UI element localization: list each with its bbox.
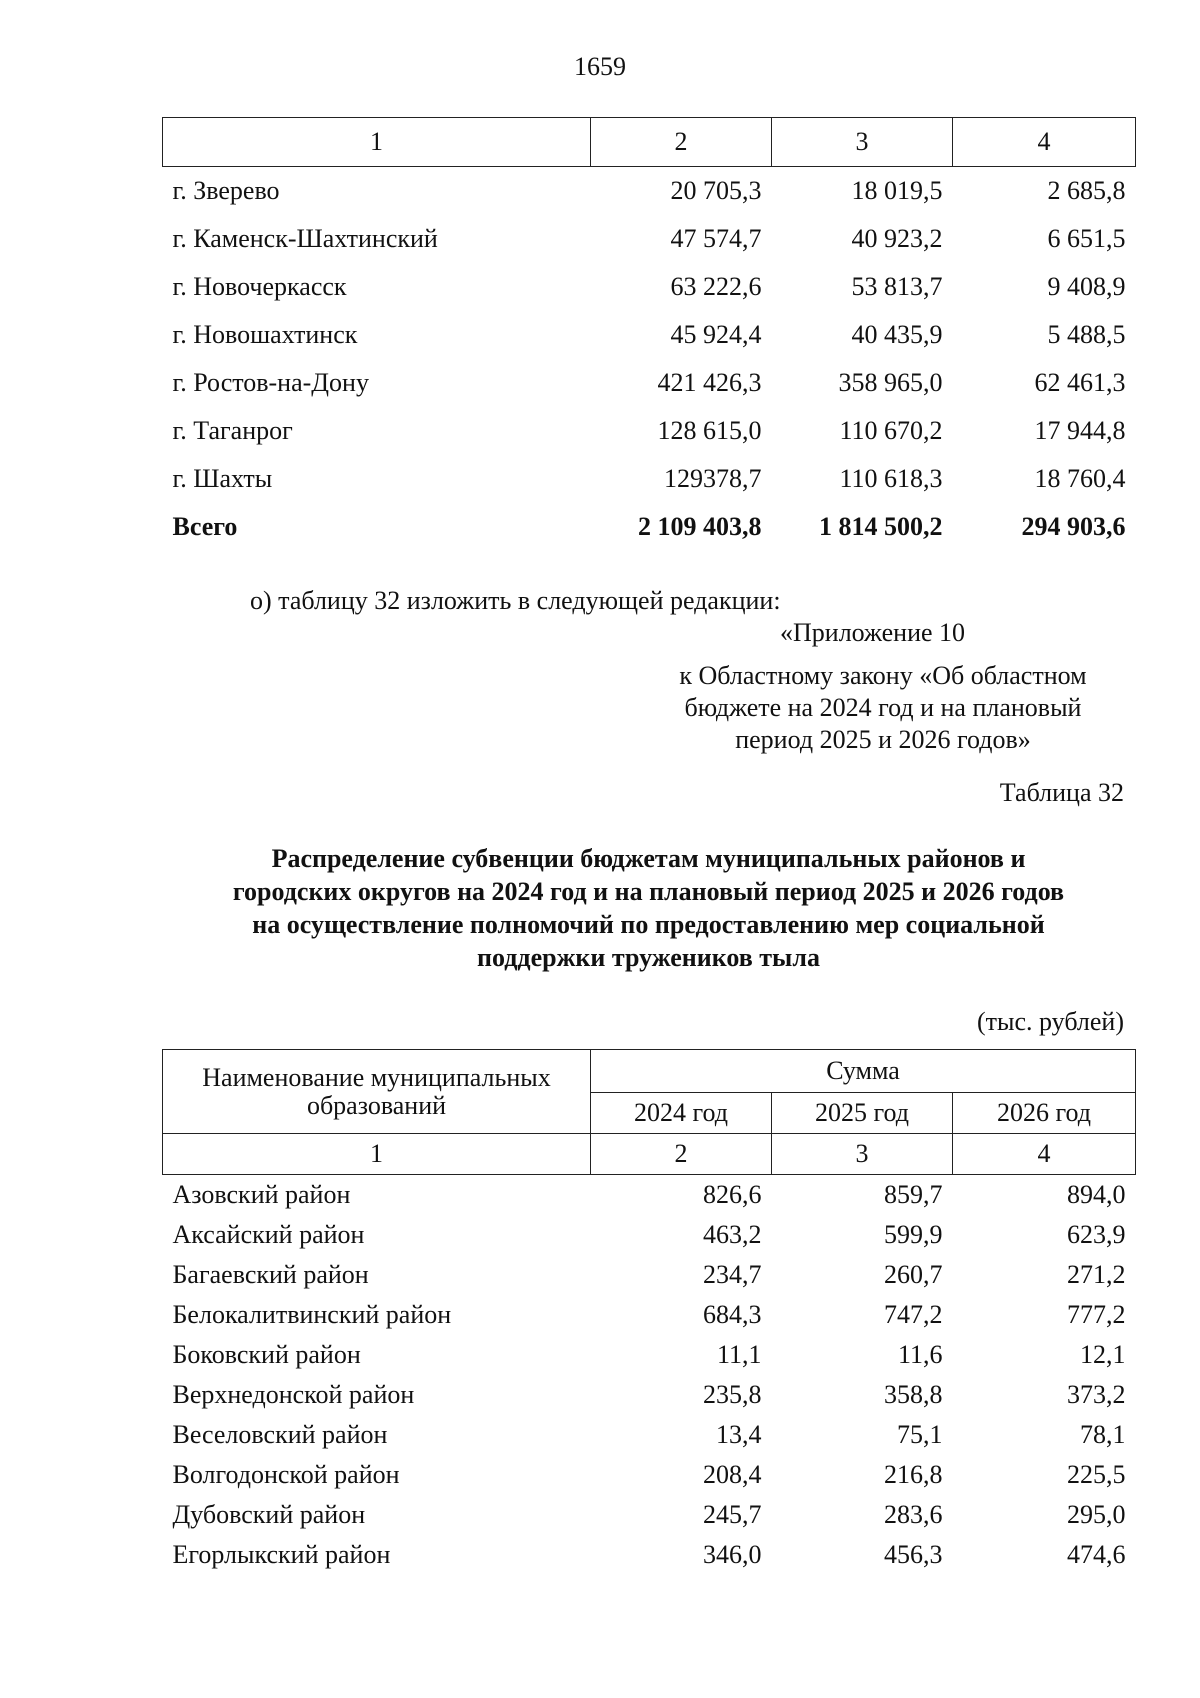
value-2025: 599,9 (884, 1220, 943, 1249)
title-line: городских округов на 2024 год и на плановый период 2025 и 2026 годов (232, 877, 1065, 906)
municipality-name: г. Шахты (172, 464, 273, 493)
table-row (163, 359, 1136, 407)
value-2024: 13,4 (716, 1420, 762, 1449)
value-col-3: 18 019,5 (851, 176, 943, 205)
column-number: 1 (163, 1134, 591, 1175)
value-2026: 78,1 (1080, 1420, 1126, 1449)
value-col-4: 9 408,9 (1047, 272, 1126, 301)
table-row (163, 1455, 1136, 1495)
municipality-name: г. Таганрог (172, 416, 293, 445)
table-row (163, 1175, 1136, 1216)
table-row (163, 263, 1136, 311)
value-2025: 260,7 (884, 1260, 943, 1289)
value-2026: 777,2 (1067, 1300, 1126, 1329)
municipality-name: Верхнедонской район (172, 1380, 415, 1409)
law-reference-line: бюджете на 2024 год и на плановый (684, 693, 1082, 722)
units-label: (тыс. рублей) (976, 1007, 1124, 1036)
table-row (163, 407, 1136, 455)
municipality-name: г. Зверево (172, 176, 280, 205)
subvention-table (162, 1049, 1136, 1575)
value-col-2: 129378,7 (664, 464, 762, 493)
table-row (163, 1215, 1136, 1255)
value-2026: 271,2 (1067, 1260, 1126, 1289)
value-2026: 295,0 (1067, 1500, 1126, 1529)
value-col-4: 17 944,8 (1034, 416, 1126, 445)
header-year: 2024 год (591, 1093, 772, 1134)
appendix-label: «Приложение 10 (780, 618, 966, 647)
amendment-paragraph: о) таблицу 32 изложить в следующей редакции: (250, 586, 781, 615)
header-sum: Сумма (591, 1050, 1136, 1093)
value-2026: 373,2 (1067, 1380, 1126, 1409)
law-reference-line: период 2025 и 2026 годов» (735, 725, 1031, 754)
value-2024: 463,2 (703, 1220, 762, 1249)
value-2025: 859,7 (884, 1180, 943, 1209)
value-2024: 234,7 (703, 1260, 762, 1289)
value-2024: 208,4 (703, 1460, 762, 1489)
municipality-name: Азовский район (172, 1180, 351, 1209)
table-row (163, 455, 1136, 503)
value-2025: 11,6 (897, 1340, 943, 1369)
value-2024: 346,0 (703, 1540, 762, 1569)
value-2026: 623,9 (1067, 1220, 1126, 1249)
value-2026: 12,1 (1080, 1340, 1126, 1369)
total-col-2: 2 109 403,8 (638, 512, 762, 541)
table-row (163, 1295, 1136, 1335)
value-col-4: 6 651,5 (1047, 224, 1126, 253)
header-municipality-name: Наименование муниципальных образований (163, 1050, 591, 1134)
table-row (163, 1335, 1136, 1375)
municipality-name: г. Новочеркасск (172, 272, 347, 301)
value-2026: 225,5 (1067, 1460, 1126, 1489)
total-row (163, 503, 1136, 551)
value-col-2: 63 222,6 (670, 272, 762, 301)
municipality-name: г. Новошахтинск (172, 320, 358, 349)
table-row (163, 215, 1136, 263)
table-row (163, 1495, 1136, 1535)
table-row (163, 1255, 1136, 1295)
total-col-4: 294 903,6 (1021, 512, 1126, 541)
title-line: на осуществление полномочий по предоставлению мер социальной (252, 910, 1045, 939)
table-row (163, 1415, 1136, 1455)
municipality-name: Белокалитвинский район (172, 1300, 452, 1329)
municipality-name: г. Каменск-Шахтинский (172, 224, 438, 253)
municipality-name: Егорлыкский район (172, 1540, 391, 1569)
value-col-2: 128 615,0 (657, 416, 762, 445)
column-number: 4 (953, 118, 1136, 167)
table-row (163, 1375, 1136, 1415)
value-col-3: 53 813,7 (851, 272, 943, 301)
title-line: Распределение субвенции бюджетам муниципальных районов и (271, 844, 1026, 873)
value-2024: 11,1 (716, 1340, 762, 1369)
value-2025: 75,1 (897, 1420, 943, 1449)
municipality-name: Веселовский район (172, 1420, 388, 1449)
column-number: 3 (772, 118, 953, 167)
municipality-name: г. Ростов-на-Дону (172, 368, 369, 397)
value-2026: 894,0 (1067, 1180, 1126, 1209)
value-col-3: 358 965,0 (838, 368, 943, 397)
value-2024: 826,6 (703, 1180, 762, 1209)
column-number: 3 (772, 1134, 953, 1175)
value-2025: 283,6 (884, 1500, 943, 1529)
table-row (163, 1535, 1136, 1575)
value-col-3: 110 618,3 (839, 464, 943, 493)
value-2024: 684,3 (703, 1300, 762, 1329)
table-row (163, 167, 1136, 216)
value-col-3: 40 435,9 (851, 320, 943, 349)
law-reference (640, 660, 1126, 756)
table-title (162, 842, 1135, 974)
municipality-name: Дубовский район (172, 1500, 366, 1529)
table-number: Таблица 32 (999, 778, 1124, 807)
value-col-2: 45 924,4 (670, 320, 762, 349)
column-number: 1 (163, 118, 591, 167)
municipality-name: Волгодонской район (172, 1460, 400, 1489)
law-reference-line: к Областному закону «Об областном (679, 661, 1087, 690)
value-col-4: 2 685,8 (1047, 176, 1126, 205)
value-2025: 747,2 (884, 1300, 943, 1329)
value-col-3: 110 670,2 (839, 416, 943, 445)
total-label: Всего (172, 512, 238, 541)
header-year: 2025 год (772, 1093, 953, 1134)
column-number: 2 (591, 118, 772, 167)
value-col-2: 421 426,3 (657, 368, 762, 397)
value-2024: 245,7 (703, 1500, 762, 1529)
municipality-name: Боковский район (172, 1340, 361, 1369)
value-col-3: 40 923,2 (851, 224, 943, 253)
total-col-3: 1 814 500,2 (819, 512, 943, 541)
municipality-name: Багаевский район (172, 1260, 369, 1289)
value-2025: 216,8 (884, 1460, 943, 1489)
title-line: поддержки тружеников тыла (477, 943, 820, 972)
municipality-name: Аксайский район (172, 1220, 365, 1249)
value-col-2: 47 574,7 (670, 224, 762, 253)
value-col-4: 5 488,5 (1047, 320, 1126, 349)
table-row (163, 311, 1136, 359)
page-number: 1659 (574, 52, 626, 81)
value-2026: 474,6 (1067, 1540, 1126, 1569)
column-number-row (163, 1134, 1136, 1175)
column-number-row (163, 118, 1136, 167)
value-col-4: 62 461,3 (1034, 368, 1126, 397)
value-col-4: 18 760,4 (1034, 464, 1126, 493)
continued-table (162, 117, 1136, 551)
value-2024: 235,8 (703, 1380, 762, 1409)
value-2025: 456,3 (884, 1540, 943, 1569)
header-year: 2026 год (953, 1093, 1136, 1134)
value-col-2: 20 705,3 (670, 176, 762, 205)
column-number: 4 (953, 1134, 1136, 1175)
column-number: 2 (591, 1134, 772, 1175)
value-2025: 358,8 (884, 1380, 943, 1409)
